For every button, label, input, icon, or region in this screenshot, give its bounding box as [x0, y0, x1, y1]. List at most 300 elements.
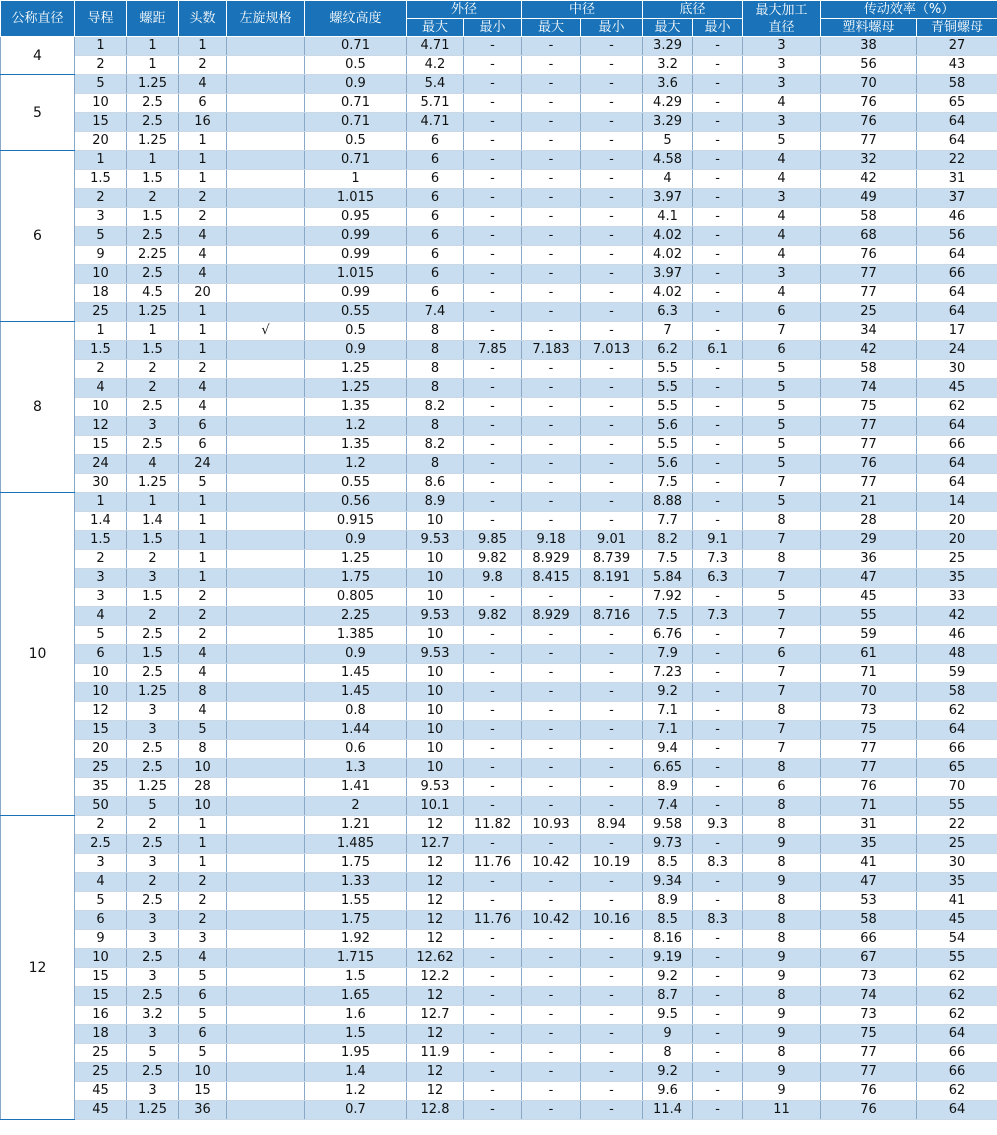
table-header: [1, 1, 997, 37]
cell-root-max: 9.73: [643, 835, 693, 854]
cell-starts: 4: [179, 645, 227, 664]
cell-pitch-max: -: [522, 436, 581, 455]
cell-outer-min: -: [464, 360, 522, 379]
cell-bronze-nut: 35: [917, 569, 997, 588]
cell-root-min: -: [693, 56, 743, 75]
header-root-min: 最小: [693, 19, 743, 37]
cell-left-hand: [227, 1101, 305, 1120]
cell-pitch: 2.5: [127, 227, 179, 246]
cell-pitch-max: -: [522, 645, 581, 664]
cell-plastic-nut: 56: [821, 56, 917, 75]
cell-outer-max: 12: [407, 1082, 464, 1101]
cell-lead: 1: [75, 37, 127, 56]
cell-thread-height: 0.71: [305, 94, 407, 113]
cell-lead: 24: [75, 455, 127, 474]
cell-bronze-nut: 64: [917, 1101, 997, 1120]
cell-pitch-max: -: [522, 1063, 581, 1082]
cell-max-machining: 7: [743, 721, 821, 740]
cell-root-max: 7: [643, 322, 693, 341]
cell-outer-min: 9.82: [464, 607, 522, 626]
cell-pitch: 2.5: [127, 664, 179, 683]
cell-outer-max: 6: [407, 189, 464, 208]
cell-pitch-min: -: [581, 626, 643, 645]
cell-starts: 6: [179, 436, 227, 455]
table-row: [1, 702, 997, 721]
header-left-hand: 左旋规格: [227, 1, 305, 37]
cell-pitch: 1.5: [127, 645, 179, 664]
cell-starts: 2: [179, 607, 227, 626]
cell-max-machining: 3: [743, 189, 821, 208]
cell-bronze-nut: 64: [917, 303, 997, 322]
cell-thread-height: 0.915: [305, 512, 407, 531]
cell-pitch-max: 8.929: [522, 550, 581, 569]
cell-thread-height: 0.71: [305, 37, 407, 56]
cell-root-max: 6.3: [643, 303, 693, 322]
cell-root-max: 4.1: [643, 208, 693, 227]
cell-root-min: -: [693, 873, 743, 892]
cell-max-machining: 9: [743, 873, 821, 892]
cell-max-machining: 7: [743, 474, 821, 493]
cell-outer-max: 10: [407, 588, 464, 607]
cell-root-max: 9.2: [643, 1063, 693, 1082]
cell-root-min: -: [693, 702, 743, 721]
cell-root-max: 4: [643, 170, 693, 189]
cell-starts: 1: [179, 854, 227, 873]
cell-thread-height: 0.9: [305, 341, 407, 360]
cell-pitch: 1.25: [127, 303, 179, 322]
cell-root-min: -: [693, 1044, 743, 1063]
cell-outer-min: -: [464, 892, 522, 911]
cell-pitch-min: -: [581, 702, 643, 721]
cell-pitch-min: -: [581, 512, 643, 531]
cell-bronze-nut: 64: [917, 132, 997, 151]
cell-root-min: -: [693, 265, 743, 284]
table-row: [1, 854, 997, 873]
cell-root-min: 9.1: [693, 531, 743, 550]
cell-starts: 1: [179, 170, 227, 189]
cell-bronze-nut: 14: [917, 493, 997, 512]
cell-plastic-nut: 77: [821, 265, 917, 284]
cell-lead: 1.5: [75, 341, 127, 360]
cell-left-hand: √: [227, 322, 305, 341]
cell-starts: 4: [179, 949, 227, 968]
cell-starts: 24: [179, 455, 227, 474]
cell-pitch-max: -: [522, 113, 581, 132]
nominal-diameter-cell: 6: [1, 151, 75, 322]
cell-pitch: 2.5: [127, 265, 179, 284]
cell-bronze-nut: 66: [917, 1063, 997, 1082]
cell-left-hand: [227, 816, 305, 835]
cell-bronze-nut: 45: [917, 379, 997, 398]
table-row: [1, 1044, 997, 1063]
table-row: [1, 398, 997, 417]
table-row: [1, 379, 997, 398]
cell-starts: 36: [179, 1101, 227, 1120]
cell-pitch-max: -: [522, 873, 581, 892]
table-row: [1, 1063, 997, 1082]
cell-max-machining: 5: [743, 398, 821, 417]
table-row: [1, 474, 997, 493]
cell-pitch-max: -: [522, 303, 581, 322]
cell-starts: 28: [179, 778, 227, 797]
cell-plastic-nut: 77: [821, 284, 917, 303]
cell-lead: 10: [75, 664, 127, 683]
cell-max-machining: 9: [743, 1006, 821, 1025]
cell-outer-max: 12.7: [407, 835, 464, 854]
cell-root-max: 9.6: [643, 1082, 693, 1101]
cell-starts: 1: [179, 835, 227, 854]
cell-pitch-min: -: [581, 797, 643, 816]
table-row: [1, 436, 997, 455]
cell-root-min: -: [693, 1101, 743, 1120]
cell-starts: 6: [179, 987, 227, 1006]
cell-pitch: 1: [127, 322, 179, 341]
cell-plastic-nut: 71: [821, 664, 917, 683]
cell-plastic-nut: 47: [821, 873, 917, 892]
cell-left-hand: [227, 284, 305, 303]
cell-bronze-nut: 62: [917, 398, 997, 417]
cell-outer-min: -: [464, 322, 522, 341]
cell-root-min: -: [693, 360, 743, 379]
cell-pitch-max: 8.929: [522, 607, 581, 626]
cell-starts: 4: [179, 265, 227, 284]
cell-starts: 4: [179, 398, 227, 417]
cell-max-machining: 3: [743, 113, 821, 132]
table-row: [1, 455, 997, 474]
cell-pitch-max: -: [522, 246, 581, 265]
cell-plastic-nut: 76: [821, 1082, 917, 1101]
cell-bronze-nut: 41: [917, 892, 997, 911]
cell-lead: 3: [75, 588, 127, 607]
cell-max-machining: 5: [743, 455, 821, 474]
cell-lead: 12: [75, 417, 127, 436]
cell-pitch-min: -: [581, 75, 643, 94]
header-lead: 导程: [75, 1, 127, 37]
table-row: [1, 645, 997, 664]
cell-outer-max: 5.71: [407, 94, 464, 113]
cell-root-min: -: [693, 113, 743, 132]
cell-lead: 2: [75, 360, 127, 379]
cell-left-hand: [227, 550, 305, 569]
cell-outer-min: -: [464, 417, 522, 436]
cell-left-hand: [227, 246, 305, 265]
cell-thread-height: 1.2: [305, 455, 407, 474]
cell-thread-height: 0.5: [305, 56, 407, 75]
cell-plastic-nut: 45: [821, 588, 917, 607]
cell-max-machining: 4: [743, 284, 821, 303]
cell-lead: 1.5: [75, 170, 127, 189]
cell-left-hand: [227, 645, 305, 664]
table-row: [1, 968, 997, 987]
cell-pitch-max: -: [522, 778, 581, 797]
cell-starts: 4: [179, 227, 227, 246]
cell-root-max: 9.2: [643, 683, 693, 702]
cell-bronze-nut: 20: [917, 512, 997, 531]
cell-root-min: -: [693, 170, 743, 189]
cell-root-min: -: [693, 132, 743, 151]
cell-lead: 6: [75, 911, 127, 930]
cell-max-machining: 8: [743, 797, 821, 816]
cell-pitch-min: -: [581, 835, 643, 854]
cell-pitch-max: -: [522, 759, 581, 778]
cell-root-max: 7.92: [643, 588, 693, 607]
cell-lead: 20: [75, 132, 127, 151]
cell-left-hand: [227, 208, 305, 227]
header-root-diameter: 底径: [643, 1, 743, 19]
cell-pitch-min: -: [581, 1082, 643, 1101]
cell-plastic-nut: 21: [821, 493, 917, 512]
table-row: [1, 227, 997, 246]
cell-bronze-nut: 64: [917, 113, 997, 132]
cell-pitch-max: -: [522, 37, 581, 56]
cell-bronze-nut: 33: [917, 588, 997, 607]
cell-outer-max: 12: [407, 873, 464, 892]
cell-pitch: 1.25: [127, 75, 179, 94]
cell-thread-height: 0.99: [305, 227, 407, 246]
cell-bronze-nut: 66: [917, 436, 997, 455]
cell-left-hand: [227, 911, 305, 930]
cell-max-machining: 8: [743, 1044, 821, 1063]
cell-outer-max: 7.4: [407, 303, 464, 322]
cell-root-max: 3.2: [643, 56, 693, 75]
cell-pitch-max: 9.18: [522, 531, 581, 550]
cell-pitch: 3: [127, 1025, 179, 1044]
cell-outer-max: 8: [407, 455, 464, 474]
header-outer-diameter: 外径: [407, 1, 522, 19]
cell-max-machining: 7: [743, 569, 821, 588]
cell-outer-min: -: [464, 379, 522, 398]
cell-outer-min: -: [464, 75, 522, 94]
cell-root-min: -: [693, 588, 743, 607]
cell-left-hand: [227, 417, 305, 436]
cell-max-machining: 9: [743, 1082, 821, 1101]
cell-pitch: 1.5: [127, 208, 179, 227]
cell-root-min: -: [693, 683, 743, 702]
cell-bronze-nut: 30: [917, 360, 997, 379]
cell-pitch-min: -: [581, 132, 643, 151]
cell-starts: 4: [179, 75, 227, 94]
cell-lead: 20: [75, 740, 127, 759]
cell-outer-max: 6: [407, 246, 464, 265]
cell-root-min: -: [693, 379, 743, 398]
cell-pitch-min: -: [581, 493, 643, 512]
cell-left-hand: [227, 531, 305, 550]
cell-pitch-min: -: [581, 778, 643, 797]
cell-root-min: -: [693, 721, 743, 740]
cell-left-hand: [227, 512, 305, 531]
cell-plastic-nut: 77: [821, 759, 917, 778]
cell-bronze-nut: 20: [917, 531, 997, 550]
cell-starts: 4: [179, 379, 227, 398]
cell-left-hand: [227, 759, 305, 778]
cell-pitch: 3: [127, 1082, 179, 1101]
cell-outer-min: -: [464, 132, 522, 151]
cell-pitch: 2: [127, 816, 179, 835]
cell-plastic-nut: 74: [821, 987, 917, 1006]
cell-pitch-min: -: [581, 987, 643, 1006]
cell-max-machining: 5: [743, 436, 821, 455]
cell-left-hand: [227, 398, 305, 417]
cell-outer-min: -: [464, 645, 522, 664]
cell-left-hand: [227, 987, 305, 1006]
cell-pitch-min: -: [581, 1063, 643, 1082]
cell-pitch-min: -: [581, 930, 643, 949]
cell-root-max: 8.7: [643, 987, 693, 1006]
cell-root-min: -: [693, 1082, 743, 1101]
header-pitch-max: 最大: [522, 19, 581, 37]
cell-outer-min: -: [464, 170, 522, 189]
cell-plastic-nut: 34: [821, 322, 917, 341]
cell-pitch-max: -: [522, 512, 581, 531]
cell-pitch: 2.25: [127, 246, 179, 265]
cell-left-hand: [227, 227, 305, 246]
cell-pitch-min: -: [581, 740, 643, 759]
cell-outer-max: 12: [407, 930, 464, 949]
cell-bronze-nut: 58: [917, 683, 997, 702]
cell-thread-height: 1.95: [305, 1044, 407, 1063]
header-starts: 头数: [179, 1, 227, 37]
cell-outer-max: 9.53: [407, 607, 464, 626]
cell-outer-max: 12.7: [407, 1006, 464, 1025]
cell-thread-height: 0.5: [305, 322, 407, 341]
cell-outer-max: 11.9: [407, 1044, 464, 1063]
cell-root-max: 9.2: [643, 968, 693, 987]
cell-left-hand: [227, 949, 305, 968]
cell-bronze-nut: 58: [917, 75, 997, 94]
cell-root-min: -: [693, 322, 743, 341]
cell-pitch-max: -: [522, 588, 581, 607]
cell-left-hand: [227, 265, 305, 284]
cell-outer-max: 12.2: [407, 968, 464, 987]
cell-pitch: 5: [127, 797, 179, 816]
cell-max-machining: 6: [743, 303, 821, 322]
table-row: [1, 531, 997, 550]
cell-pitch-max: -: [522, 1025, 581, 1044]
cell-plastic-nut: 77: [821, 132, 917, 151]
cell-lead: 12: [75, 702, 127, 721]
cell-bronze-nut: 24: [917, 341, 997, 360]
cell-starts: 6: [179, 1025, 227, 1044]
cell-outer-min: -: [464, 721, 522, 740]
cell-plastic-nut: 58: [821, 911, 917, 930]
cell-starts: 16: [179, 113, 227, 132]
cell-thread-height: 1.44: [305, 721, 407, 740]
cell-lead: 2: [75, 189, 127, 208]
cell-left-hand: [227, 1063, 305, 1082]
cell-root-min: 8.3: [693, 911, 743, 930]
cell-starts: 4: [179, 664, 227, 683]
cell-pitch-min: -: [581, 113, 643, 132]
cell-root-min: -: [693, 759, 743, 778]
cell-root-max: 3.29: [643, 113, 693, 132]
cell-thread-height: 1.2: [305, 417, 407, 436]
cell-left-hand: [227, 113, 305, 132]
cell-bronze-nut: 59: [917, 664, 997, 683]
cell-outer-min: 9.82: [464, 550, 522, 569]
cell-root-min: -: [693, 493, 743, 512]
cell-pitch-min: 10.19: [581, 854, 643, 873]
cell-pitch-max: -: [522, 1006, 581, 1025]
cell-bronze-nut: 65: [917, 759, 997, 778]
cell-plastic-nut: 70: [821, 683, 917, 702]
cell-root-min: -: [693, 512, 743, 531]
cell-pitch-max: -: [522, 797, 581, 816]
cell-pitch: 3: [127, 702, 179, 721]
cell-root-min: -: [693, 398, 743, 417]
cell-left-hand: [227, 778, 305, 797]
header-max-machining-diameter-text: 最大加工直径: [755, 2, 808, 35]
cell-pitch: 2.5: [127, 626, 179, 645]
table-row: [1, 75, 997, 94]
cell-bronze-nut: 55: [917, 949, 997, 968]
cell-outer-max: 12: [407, 854, 464, 873]
cell-left-hand: [227, 436, 305, 455]
cell-plastic-nut: 38: [821, 37, 917, 56]
cell-root-max: 8.9: [643, 892, 693, 911]
cell-outer-max: 8: [407, 360, 464, 379]
cell-plastic-nut: 41: [821, 854, 917, 873]
cell-root-max: 6.2: [643, 341, 693, 360]
cell-max-machining: 8: [743, 550, 821, 569]
cell-plastic-nut: 35: [821, 835, 917, 854]
cell-lead: 10: [75, 94, 127, 113]
cell-lead: 10: [75, 949, 127, 968]
cell-thread-height: 0.805: [305, 588, 407, 607]
cell-left-hand: [227, 740, 305, 759]
cell-plastic-nut: 77: [821, 740, 917, 759]
cell-left-hand: [227, 151, 305, 170]
cell-max-machining: 3: [743, 265, 821, 284]
table-row: [1, 132, 997, 151]
cell-bronze-nut: 64: [917, 455, 997, 474]
cell-pitch-min: -: [581, 759, 643, 778]
cell-outer-min: -: [464, 930, 522, 949]
cell-pitch: 2.5: [127, 949, 179, 968]
table-row: [1, 911, 997, 930]
cell-lead: 30: [75, 474, 127, 493]
cell-max-machining: 9: [743, 1025, 821, 1044]
cell-bronze-nut: 37: [917, 189, 997, 208]
cell-pitch-max: -: [522, 189, 581, 208]
cell-max-machining: 8: [743, 816, 821, 835]
cell-pitch-min: 9.01: [581, 531, 643, 550]
cell-outer-min: -: [464, 1044, 522, 1063]
table-row: [1, 987, 997, 1006]
header-root-max: 最大: [643, 19, 693, 37]
cell-outer-min: -: [464, 455, 522, 474]
cell-outer-min: -: [464, 683, 522, 702]
cell-lead: 18: [75, 1025, 127, 1044]
cell-pitch-max: -: [522, 664, 581, 683]
cell-pitch: 3: [127, 854, 179, 873]
cell-max-machining: 5: [743, 132, 821, 151]
cell-thread-height: 1.015: [305, 265, 407, 284]
cell-root-max: 5.5: [643, 398, 693, 417]
cell-root-max: 3.97: [643, 189, 693, 208]
cell-pitch-min: -: [581, 873, 643, 892]
cell-outer-min: -: [464, 1063, 522, 1082]
cell-pitch: 3: [127, 417, 179, 436]
cell-plastic-nut: 58: [821, 360, 917, 379]
cell-max-machining: 6: [743, 341, 821, 360]
cell-pitch-min: -: [581, 474, 643, 493]
cell-root-max: 11.4: [643, 1101, 693, 1120]
cell-bronze-nut: 64: [917, 246, 997, 265]
cell-left-hand: [227, 132, 305, 151]
table-row: [1, 1101, 997, 1120]
cell-thread-height: 0.7: [305, 1101, 407, 1120]
cell-starts: 10: [179, 759, 227, 778]
